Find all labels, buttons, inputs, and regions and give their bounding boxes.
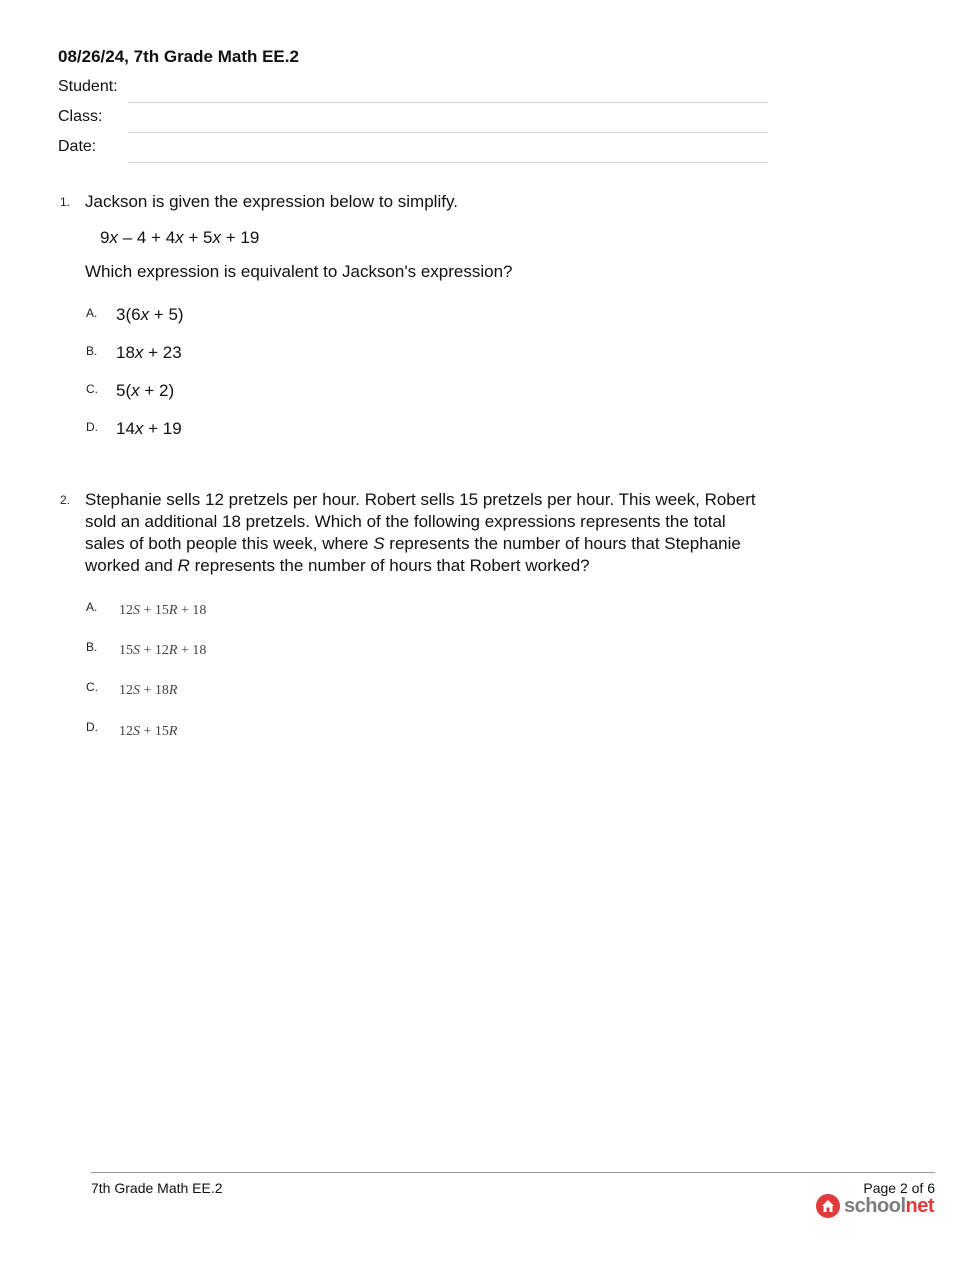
page-number: Page 2 of 6 (863, 1180, 935, 1196)
q1-choice-c-letter: C. (86, 382, 98, 396)
date-line (128, 162, 768, 163)
q1-choice-b[interactable]: 18x + 23 (116, 343, 182, 362)
question-1-expression: 9x – 4 + 4x + 5x + 19 (100, 228, 260, 247)
q2-choice-d-letter: D. (86, 720, 98, 734)
footer-divider (91, 1172, 935, 1173)
student-label: Student: (58, 78, 118, 95)
date-label: Date: (58, 138, 97, 155)
student-line (128, 102, 768, 103)
class-field (58, 108, 768, 138)
question-2-prompt: Stephanie sells 12 pretzels per hour. Robert sells 15 pretzels per hour. This week, Robert sold an additional 18 pretzels. Which of the following expressions represents the total sales of both people this week, where S represents the number of hours that Stephanie worked and R represents the number of hours that Robert worked? (85, 490, 756, 575)
q1-choice-d-letter: D. (86, 420, 98, 434)
q2-choice-a[interactable]: 12S + 15R + 18 (119, 603, 207, 618)
q1-choice-c[interactable]: 5(x + 2) (116, 381, 175, 400)
q2-choice-b-letter: B. (86, 640, 98, 654)
q1-choice-a-letter: A. (86, 306, 98, 320)
schoolnet-logo: schoolnet (816, 1194, 934, 1218)
q2-choice-c-letter: C. (86, 680, 98, 694)
q1-choice-a[interactable]: 3(6x + 5) (116, 305, 184, 324)
q2-choice-a-letter: A. (86, 600, 98, 614)
q2-choice-d[interactable]: 12S + 15R (119, 724, 178, 739)
student-field (58, 78, 768, 108)
class-label: Class: (58, 108, 103, 125)
date-field (58, 138, 768, 168)
question-1-question: Which expression is equivalent to Jackson's expression? (85, 262, 513, 281)
question-1-prompt: Jackson is given the expression below to simplify. (85, 192, 458, 211)
q2-choice-c[interactable]: 12S + 18R (119, 683, 178, 698)
class-line (128, 132, 768, 133)
question-2-number: 2. (60, 493, 71, 507)
house-icon (816, 1194, 840, 1218)
q2-choice-b[interactable]: 15S + 12R + 18 (119, 643, 207, 658)
q1-choice-b-letter: B. (86, 344, 98, 358)
question-1-number: 1. (60, 195, 71, 209)
q1-choice-d[interactable]: 14x + 19 (116, 419, 182, 438)
page-title: 08/26/24, 7th Grade Math EE.2 (58, 47, 299, 66)
footer-title: 7th Grade Math EE.2 (91, 1180, 223, 1196)
